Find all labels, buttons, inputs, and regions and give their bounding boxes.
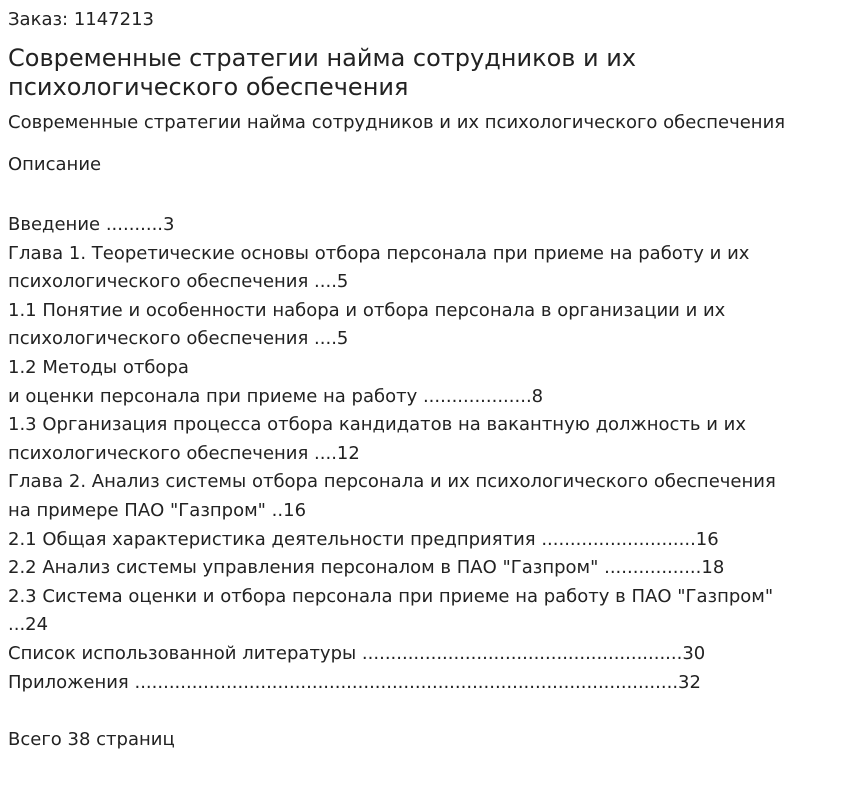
- toc-line: Введение ..........3: [8, 214, 175, 235]
- toc-line: 2.2 Анализ системы управления персоналом в ПАО "Газпром" .................18: [8, 557, 725, 579]
- toc-line: 2.3 Система оценки и отбора персонала при приеме на работу в ПАО "Газпром": [8, 585, 774, 607]
- description-heading: Описание: [8, 154, 102, 175]
- toc-line: 2.1 Общая характеристика деятельности предприятия ...........................16: [8, 528, 719, 550]
- page-title-line-1: Современные стратегии найма сотрудников и их: [8, 44, 637, 72]
- order-number: Заказ: 1147213: [8, 9, 154, 30]
- page-title: [8, 44, 839, 102]
- toc-line: 1.1 Понятие и особенности набора и отбора персонала в организации и их: [8, 299, 726, 321]
- table-of-contents: [8, 211, 839, 697]
- toc-line: 1.3 Организация процесса отбора кандидатов на вакантную должность и их: [8, 414, 747, 436]
- toc-line: 1.2 Методы отбора: [8, 356, 189, 378]
- toc-line: психологического обеспечения ....5: [8, 271, 349, 293]
- toc-line: Приложения ...............................................................................................32: [8, 671, 701, 693]
- toc-line: ...24: [8, 614, 49, 636]
- toc-line: Список использованной литературы ........................................................30: [8, 642, 706, 664]
- toc-line: психологического обеспечения ....5: [8, 328, 349, 350]
- page-subtitle: Современные стратегии найма сотрудников и их психологического обеспечения: [8, 112, 786, 133]
- toc-line: Глава 1. Теоретические основы отбора персонала при приеме на работу и их: [8, 242, 750, 264]
- total-pages: Всего 38 страниц: [8, 729, 175, 751]
- toc-line: психологического обеспечения ....12: [8, 442, 360, 464]
- toc-line: Глава 2. Анализ системы отбора персонала и их психологического обеспечения: [8, 471, 776, 493]
- toc-line: на примере ПАО "Газпром" ..16: [8, 499, 307, 521]
- toc-line: и оценки персонала при приеме на работу ...................8: [8, 385, 544, 407]
- page-title-line-2: психологического обеспечения: [8, 73, 409, 101]
